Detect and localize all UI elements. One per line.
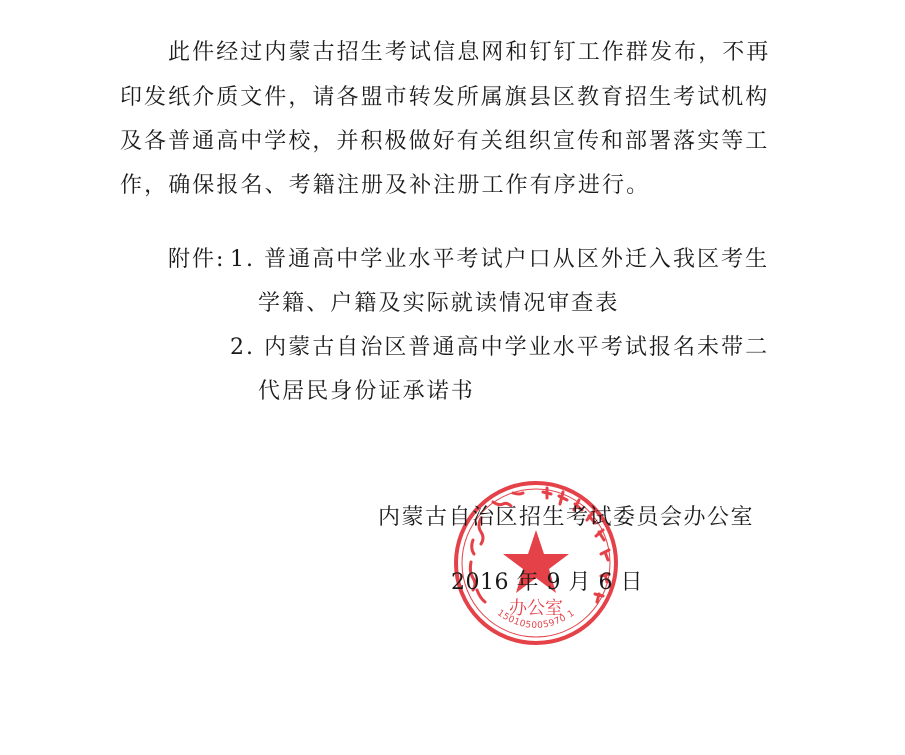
attachment-1-line-2: 学籍、户籍及实际就读情况审查表 xyxy=(258,291,620,316)
body-paragraph-line-1: 此件经过内蒙古招生考试信息网和钉钉工作群发布，不再 xyxy=(168,40,771,65)
issue-date: 2016 年 9 月 6 日 xyxy=(451,570,643,595)
issuing-office: 内蒙古自治区招生考试委员会办公室 xyxy=(378,505,755,530)
attachment-2-line-2: 代居民身份证承诺书 xyxy=(258,379,475,404)
body-paragraph-line-2: 印发纸介质文件，请各盟市转发所属旗县区教育招生考试机构 xyxy=(120,85,770,110)
attachments-label: 附件: xyxy=(168,247,226,272)
body-paragraph-line-3: 及各普通高中学校，并积极做好有关组织宣传和部署落实等工 xyxy=(120,129,770,154)
seal-number: 150105005970 1 xyxy=(495,608,577,632)
attachment-1-line-1: 1. 普通高中学业水平考试户口从区外迁入我区考生 xyxy=(230,247,770,272)
body-paragraph-line-4: 作，确保报名、考籍注册及补注册工作有序进行。 xyxy=(120,173,651,198)
attachment-2-line-1: 2. 内蒙古自治区普通高中学业水平考试报名未带二 xyxy=(230,335,770,360)
seal-center-text: 办公室 xyxy=(509,598,563,619)
